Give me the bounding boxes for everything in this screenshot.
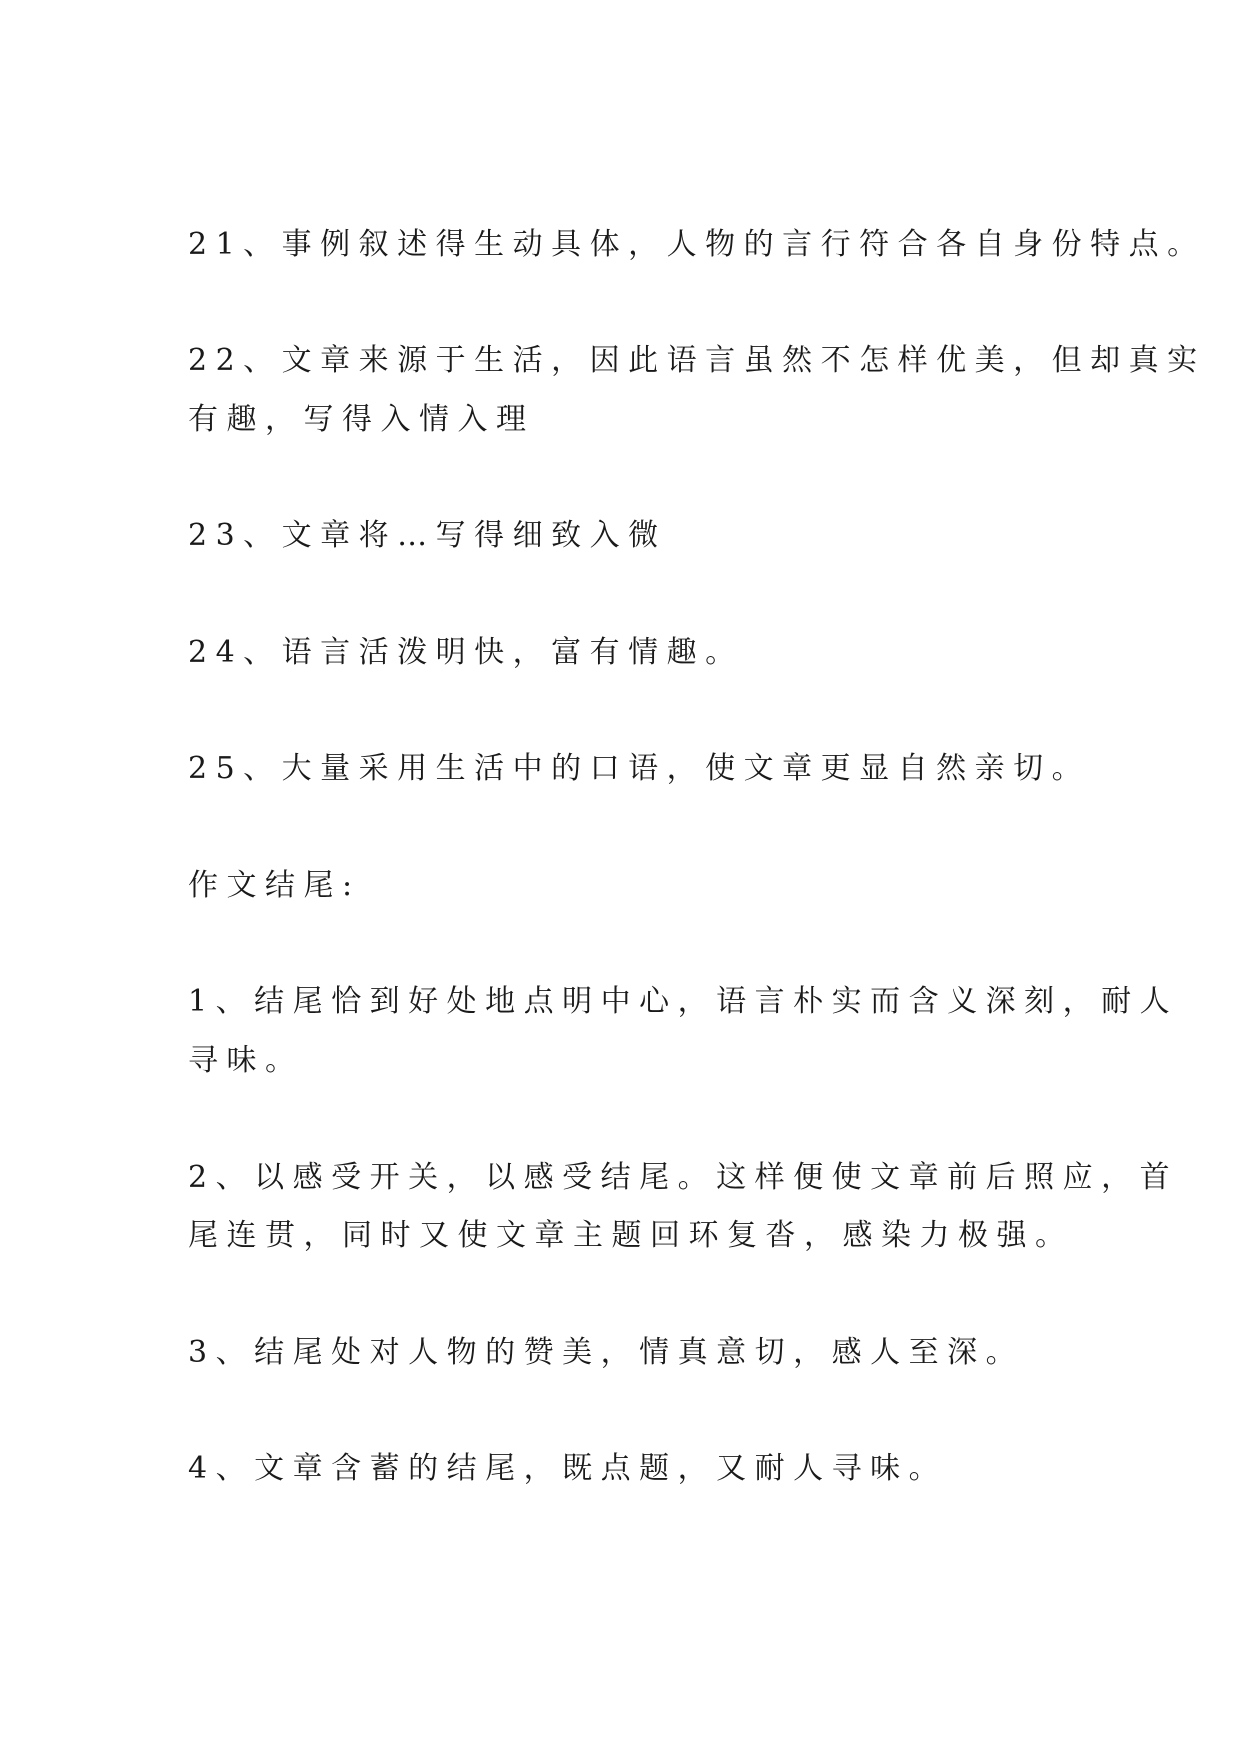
ending-item-4: 4、文章含蓄的结尾，既点题，又耐人寻味。	[188, 1451, 948, 1486]
paragraph-23: 23、文章将…写得细致入微	[188, 518, 667, 553]
ending-item-2-line-1: 2、以感受开关，以感受结尾。这样便使文章前后照应，首	[188, 1160, 1179, 1195]
ending-item-2-line-2: 尾连贯，同时又使文章主题回环复沓，感染力极强。	[188, 1218, 1074, 1253]
paragraph-22-line-2: 有趣，写得入情入理	[188, 402, 535, 437]
paragraph-22-line-1: 22、文章来源于生活，因此语言虽然不怎样优美，但却真实	[188, 343, 1206, 378]
paragraph-24: 24、语言活泼明快，富有情趣。	[188, 635, 744, 670]
section-heading-ending: 作文结尾:	[188, 868, 361, 903]
paragraph-25: 25、大量采用生活中的口语，使文章更显自然亲切。	[188, 751, 1091, 786]
ending-item-1-line-1: 1、结尾恰到好处地点明中心，语言朴实而含义深刻，耐人	[188, 984, 1179, 1019]
ending-item-3: 3、结尾处对人物的赞美，情真意切，感人至深。	[188, 1335, 1025, 1370]
paragraph-21: 21、事例叙述得生动具体，人物的言行符合各自身份特点。	[188, 227, 1206, 262]
ending-item-1-line-2: 寻味。	[188, 1043, 304, 1078]
